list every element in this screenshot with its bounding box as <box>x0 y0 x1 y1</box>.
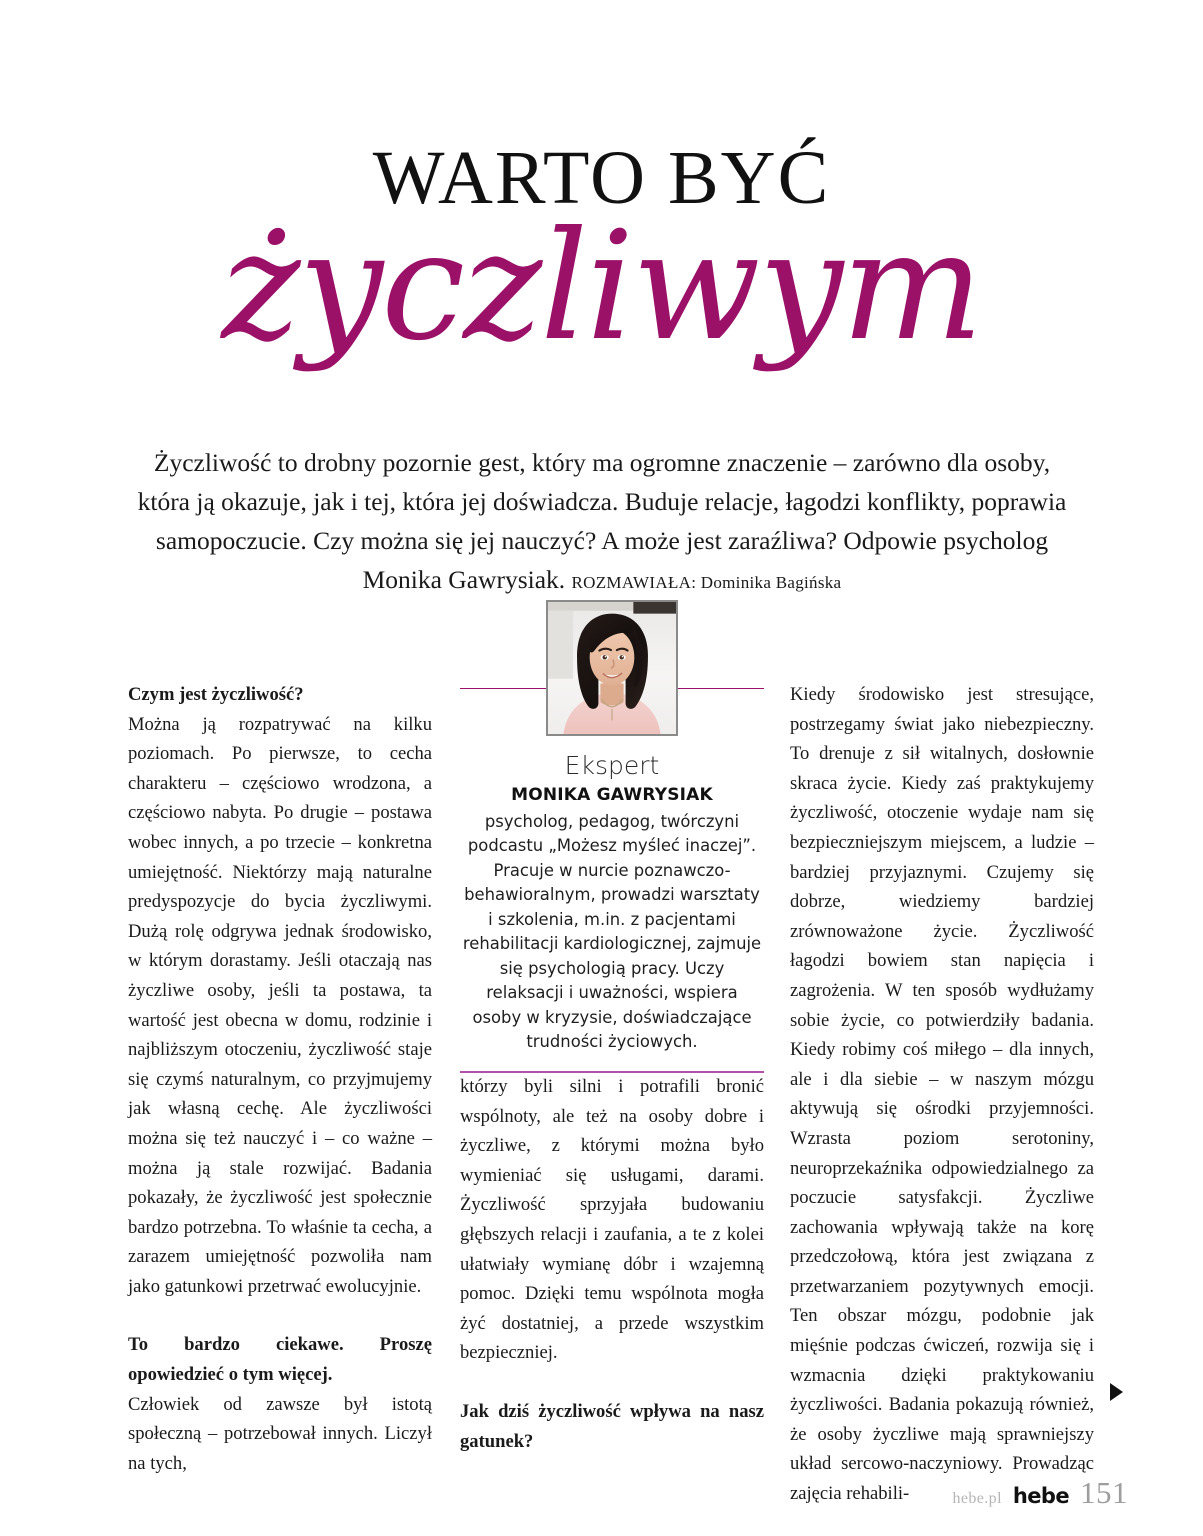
footer-brand-logo: hebe <box>1012 1484 1069 1508</box>
column-middle <box>460 1072 764 1456</box>
answer-paragraph-3: którzy byli silni i potrafili bronić wspólnoty, ale też na osoby dobre i życzliwe, z którymi można było wymieniać się usługami, darami. Życzliwość sprzyjała budowaniu głębszych relacji i zaufania, a te z kolei ułatwiały wymianę dóbr i wzajemną pomoc. Dzięki temu wspólnota mogła żyć dostatniej, a przede wszystkim bezpieczniej. <box>460 1076 764 1364</box>
title-line-accent: życzliwym <box>221 200 982 374</box>
page-title <box>0 136 1203 374</box>
question-heading-2: To bardzo ciekawe. Proszę opowiedzieć o tym więcej. <box>128 1334 432 1386</box>
expert-portrait-photo <box>546 600 678 736</box>
question-heading-1: Czym jest życzliwość? <box>128 684 304 705</box>
expert-box <box>460 600 764 1073</box>
lead-text: Życzliwość to drobny pozornie gest, który ma ogromne znaczenie – zarówno dla osoby, która ją okazuje, jak i tej, która jej doświadcza. Buduje relacje, łagodzi konflikty, poprawia samopoczucie. Czy można się jej nauczyć? A może jest zaraźliwa? Odpowie psycholog Monika Gawrysiak. <box>137 448 1067 594</box>
lead-paragraph <box>126 443 1078 602</box>
title-line-primary: WARTO BYĆ <box>372 136 831 220</box>
answer-paragraph-2: Człowiek od zawsze był istotą społeczną – potrzebował innych. Liczył na tych, <box>128 1393 432 1474</box>
answer-paragraph-1: Można ją rozpatrywać na kilku poziomach. Po pierwsze, to cecha charakteru – częściowo wrodzona, a częściowo nabyta. Po drugie – postawa wobec innych, a po trzecie – konkretna umiejętność. Niektórzy mają naturalne predyspozycje do bycia życzliwymi. Dużą rolę odgrywa jednak środowisko, w którym dorastamy. Jeśli otaczają nas życzliwe osoby, jeśli ta postawa, ta wartość jest obecna w domu, rodzinie i najbliższym otoczeniu, życzliwość staje się czymś naturalnym, co przyjmujemy jak własną cechę. Ale życzliwości można się też nauczyć i – co ważne – można ją stale rozwijać. Badania pokazały, że życzliwość jest społecznie bardzo potrzebna. To właśnie ta cecha, a zarazem umiejętność pozwoliła nam jako gatunkowi przetrwać ewolucyjnie. <box>128 713 432 1297</box>
footer-website: hebe.pl <box>952 1490 1002 1507</box>
interview-credit: ROZMAWIAŁA: Dominika Bagińska <box>571 573 842 592</box>
question-heading-3: Jak dziś życzliwość wpływa na nasz gatunek? <box>460 1400 764 1452</box>
portrait-illustration <box>548 602 676 734</box>
answer-paragraph-4: Kiedy środowisko jest stresujące, postrzegamy świat jako niebezpieczny. To drenuje z sił witalnych, dosłownie skraca życie. Kiedy zaś praktykujemy życzliwość, otoczenie wydaje nam się bezpieczniejszym miejscem, a ludzie – bardziej przyjaznymi. Czujemy się dobrze, wiedziemy bardziej zrównoważone życie. Życzliwość łagodzi bowiem stan napięcia i zagrożenia. W ten sposób wydłużamy sobie życie, co potwierdziły badania. Kiedy robimy coś miłego – dla innych, ale i dla siebie – w naszym mózgu aktywują się ośrodki przyjemności. Wzrasta poziom serotoniny, neuroprzekaźnika odpowiedzialnego za poczucie satysfakcji. Życzliwe zachowania wpływają także na korę przedczołową, która jest związana z przetwarzaniem pozytywnych emocji. Ten obszar mózgu, podobnie jak mięśnie podczas ćwiczeń, rozwija się i wzmacnia dzięki praktykowaniu życzliwości. Badania pokazują również, że osoby życzliwe mają sprawniejszy układ sercowo-naczyniowy. Prowadząc zajęcia rehabili- <box>790 684 1094 1505</box>
continuation-arrow-icon <box>1110 1383 1123 1401</box>
page-footer <box>0 1475 1128 1511</box>
column-left <box>128 680 432 1478</box>
page-number: 151 <box>1080 1475 1128 1510</box>
column-right <box>790 680 1094 1509</box>
expert-name: MONIKA GAWRYSIAK <box>511 784 713 805</box>
expert-label: Ekspert <box>564 751 660 780</box>
expert-bio: psycholog, pedagog, twórczyni podcastu „Możesz myśleć inaczej”. Pracuje w nurcie poznawczo-behawioralnym, prowadzi warsztaty i szkolenia, m.in. z pacjentami rehabilitacji kardiologicznej, zajmuje się psychologią pracy. Uczy relaksacji i uważności, wspiera osoby w kryzysie, doświadczające trudności życiowych. <box>462 811 762 1052</box>
